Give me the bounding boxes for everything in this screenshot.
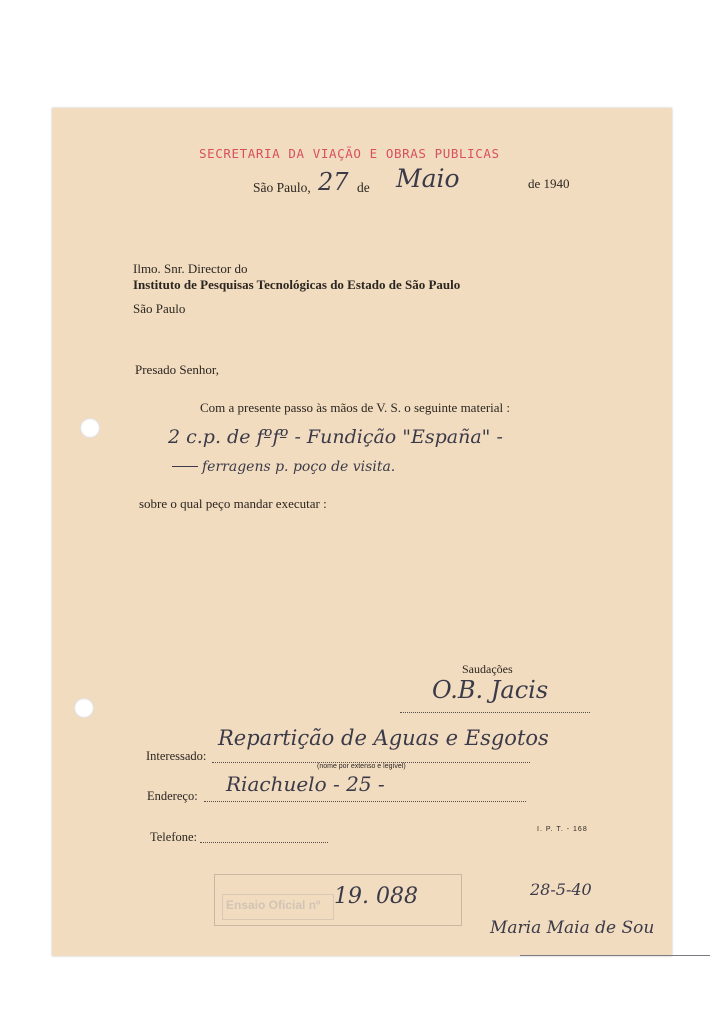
saudacoes: Saudações [462, 662, 513, 676]
punch-hole-bottom [74, 698, 94, 718]
endereco-value: Riachuelo - 25 - [226, 772, 385, 796]
agency-header: SECRETARIA DA VIAÇÃO E OBRAS PUBLICAS [199, 146, 500, 161]
interessado-value: Repartição de Aguas e Esgotos [218, 726, 549, 750]
endereco-label: Endereço: [147, 789, 198, 803]
annotation-name: Maria Maia de Sou [490, 918, 655, 938]
date-year: de 1940 [528, 176, 570, 191]
telefone-dots [200, 842, 328, 843]
material-line-2: ferragens p. poço de visita. [202, 459, 396, 475]
endereco-dots [204, 801, 526, 802]
date-city: São Paulo, [253, 180, 311, 195]
recipient-line1: Ilmo. Snr. Director do [133, 261, 248, 276]
punch-hole-top [80, 418, 100, 438]
recipient-institution: Instituto de Pesquisas Tecnológicas do Estado de São Paulo [133, 277, 461, 292]
request-sentence: sobre o qual peço mandar executar : [139, 496, 327, 511]
interessado-hint: (nome por extenso e legível) [317, 763, 406, 770]
signature-line [400, 712, 590, 713]
telefone-label: Telefone: [150, 830, 198, 844]
date-month: Maio [396, 164, 460, 193]
form-code: I. P. T. - 168 [537, 826, 588, 833]
intro-sentence: Com a presente passo às mãos de V. S. o seguinte material : [200, 400, 511, 415]
date-day: 27 [318, 168, 349, 196]
recipient-city: São Paulo [133, 301, 186, 316]
material-line-1: 2 c.p. de fºfº - Fundição "España" - [168, 426, 503, 448]
annotation-date: 28-5-40 [530, 880, 592, 899]
date-de: de [357, 180, 370, 195]
annotation-underline [520, 955, 710, 956]
interessado-label: Interessado: [146, 749, 207, 763]
official-stamp-number: 19. 088 [334, 884, 418, 909]
official-stamp-text: Ensaio Oficial nº [226, 898, 321, 912]
signature: O.B. Jacis [432, 676, 549, 704]
greeting: Presado Senhor, [135, 362, 219, 377]
struck-word [172, 466, 198, 467]
